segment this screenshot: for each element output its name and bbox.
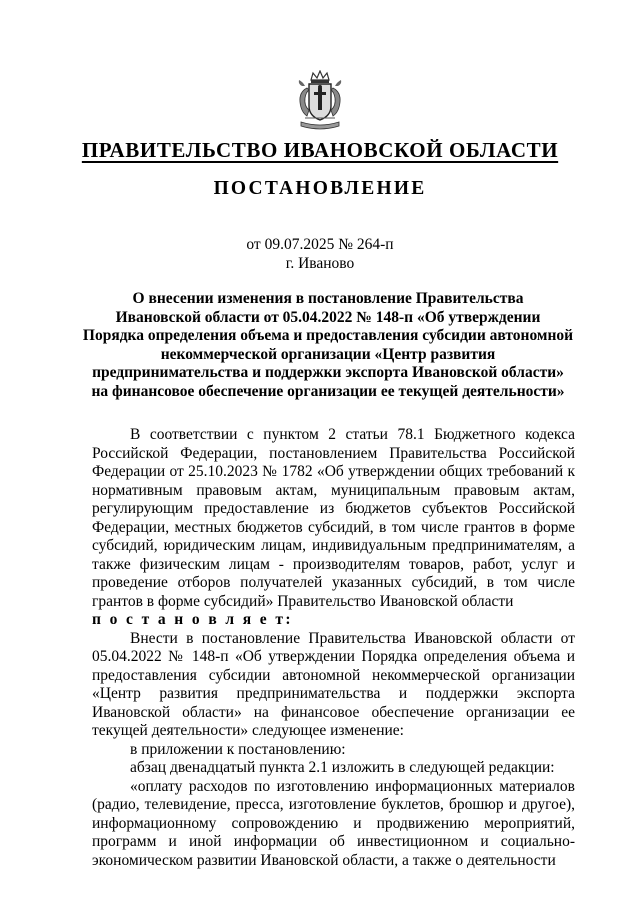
document-type-heading: ПОСТАНОВЛЕНИЕ [213,178,427,199]
appendix-paragraph: в приложении к постановлению: [130,740,346,758]
city: г. Иваново [285,255,355,272]
date-number: от 09.07.2025 № 264-п [246,236,394,253]
paragraph-reference: абзац двенадцатый пункта 2.1 изложить в следующей редакции: [130,759,555,776]
subject-line: некоммерческой организации «Центр развития [160,345,496,363]
subject-line: предпринимательства и поддержки экспорта Ивановской области» [92,364,564,381]
quoted-text-paragraph: «оплату расходов по изготовлению информационных материалов (радио, телевидение, пресса, изготовление буклетов, брошюр и другое), информационному сопровождению и продвижению мероприятий, программ и иной информации об инвестиционном и социально-экономическом развитии Ивановской области, а также о деятельности [92,777,575,869]
subject-line: Ивановской области от 05.04.2022 № 148-п «Об утверждении [115,308,541,326]
subject-line: Порядка определения объема и предоставления субсидии автономной [82,327,574,344]
subject-line: на финансовое обеспечение организации ее текущей деятельности» [91,382,565,400]
document-body [92,426,575,870]
preamble-paragraph: В соответствии с пунктом 2 статьи 78.1 Бюджетного кодекса Российской Федерации, постановлением Правительства Российской Федерации от 25.10.2023 № 1782 «Об утверждении общих требований к нормативным правовым актам, муниципальным правовым актам, регулирующим предоставление из бюджетов субъектов Российской Федерации, местных бюджетов субсидий, в том числе грантов в форме субсидий, юридическим лицам, индивидуальным предпринимателям, а также физическим лицам - производителям товаров, работ, услуг и проведение отборов получателей указанных субсидий, в том числе грантов в форме субсидий» Правительство Ивановской области [92,426,575,610]
document-meta [0,235,640,273]
document-subject [80,290,576,401]
amendment-paragraph: Внести в постановление Правительства Ивановской области от 05.04.2022 № 148-п «Об утверждении Порядка определения объема и предоставления субсидии автономной некоммерческой организации «Центр развития предпринимательства и поддержки экспорта Ивановской области» на финансовое обеспечение организации ее текущей деятельности» следующее изменение: [92,629,575,739]
coat-of-arms-icon [293,70,347,132]
organization-title: ПРАВИТЕЛЬСТВО ИВАНОВСКОЙ ОБЛАСТИ [81,138,559,162]
resolves-clause: п о с т а н о в л я е т: [92,611,293,628]
subject-line: О внесении изменения в постановление Правительства [132,290,524,307]
